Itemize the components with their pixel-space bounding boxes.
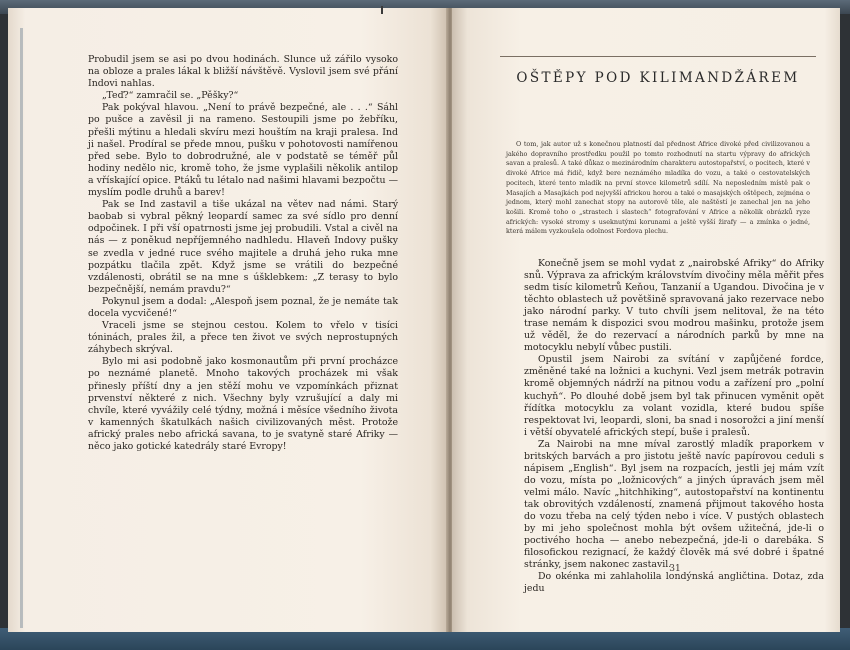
paragraph: Vraceli jsme se stejnou cestou. Kolem to vřelo v tisíci tóninách, prales žil, a přece ten život ve svých neprostupných záhybech skrýval. bbox=[88, 320, 398, 356]
paragraph: Probudil jsem se asi po dvou hodinách. Slunce už zářilo vysoko na obloze a prales lákal k bližší návštěvě. Vyslovil jsem své přání Indovi nahlas. bbox=[88, 54, 398, 90]
bookmark-mark bbox=[381, 6, 383, 14]
right-page-text bbox=[524, 258, 824, 595]
paragraph: Bylo mi asi podobně jako kosmonautům při první procházce po neznámé planetě. Mnoho takových procházek mi však přinesly příští dny a jen stěží mohu ve vzpomínkách přiznat prvenství některé z nich. Všechny byly vzrušující a daly mi chvíle, které vyvážily celé týdny, možná i měsíce všedního života v kamenných škatulkách našich civilizovaných měst. Protože africký prales nebo africká savana, to je svatyně staré Afriky — něco jako gotické katedrály staré Evropy! bbox=[88, 356, 398, 452]
paragraph: Za Nairobi na mne míval zarostlý mladík praporkem v britských barvách a pro jistotu ještě navíc papírovou ceduli s nápisem „English“. Byl jsem na rozpacích, jestli jej mám vzít do vozu, místa po „ložnicových“ a jiných úpravách jsem měl velmi málo. Navíc „hitchhiking“, autostopařství na kontinentu tak obrovitých vzdáleností, znamená přijmout takového hosta do vozu třeba na celý týden nebo i více. V pustých oblastech by mi jeho společnost mohla být ovšem užitečná, jde-li o poctivého hocha — anebo nebezpečná, jde-li o darebáka. S filosofickou rezignací, že každý člověk má své dobré i špatné stránky, jsem nakonec zastavil. bbox=[524, 438, 824, 571]
chapter-title: OŠTĚPY POD KILIMANDŽÁREM bbox=[516, 70, 800, 86]
paragraph: „Teď?“ zamračil se. „Pěšky?“ bbox=[102, 90, 239, 102]
right-page bbox=[452, 8, 840, 632]
left-page bbox=[8, 8, 448, 632]
paragraph: Pokynul jsem a dodal: „Alespoň jsem poznal, že je nemáte tak docela vycvičené!“ bbox=[88, 295, 398, 319]
chapter-rule bbox=[500, 56, 816, 57]
chapter-abstract: O tom, jak autor už s konečnou platností dal přednost Africe divoké před civilizovanou a jakého dopravního prostředku použil po tomto rozhodnutí na startu výpravy do afrických savan a pralesů. A také důkaz o mezinárodním charakteru autostopařství, o pocitech, které v divoké Africe má řidič, když bere neznámého mladíka do vozu, a také o cestovatelských pocitech, které tento mladík na první stovce kilometrů sdílí. Na neposledním místě pak o Masajích a Masajkách pod nejvyšší africkou horou a také o masajských oštěpech, zejména o jednom, který mohl zanechat stopy na autorově těle, ale naštěstí je zanechal jen na jeho košili. Kromě toho o „strastech i slastech“ fotografování v Africe a několik obrázků ryze afrických: vysoké stromy s useknutými korunami a ještě vyšší žirafy — a zmínka o jedné, která málem vyzkoušela odolnost Fordova plechu. bbox=[506, 140, 810, 236]
page-number: 31 bbox=[669, 564, 681, 574]
paragraph: Do okénka mi zahlaholila londýnská angličtina. Dotaz, zda jedu bbox=[524, 571, 824, 595]
left-page-text bbox=[88, 54, 398, 453]
paragraph: Opustil jsem Nairobi za svítání v zapůjčené fordce, změněné také na ložnici a kuchyni. Vezl jsem metrák potravin kromě objemných nádrží na pitnou vodu a zařízení pro „polní kuchyň“. Po dlouhé době jsem byl tak přinucen vyměnit opět řídítka motocyklu za volant vozidla, které budou spíše respektovat lvi, leopardi, sloni, ba snad i nosorožci a jiní menší i větší obyvatelé afrických stepí, buše i pralesů. bbox=[524, 354, 824, 438]
paragraph: Pak se Ind zastavil a tiše ukázal na větev nad námi. Starý baobab si vybral pěkný leopardí samec za své sídlo pro denní odpočinek. I při vší opatrnosti jsme jej probudili. Vstal a civěl na nás — z poněkud nepříjemného nadhledu. Hlaveň Indovy pušky se zvedla v jedné ruce svého majitele a druhá jeho ruka mne pozpátku tlačila zpět. Když jsme se vrátili do bezpečné vzdálenosti, obrátil se na mne s úšklebkem: „Z terasy to bylo bezpečnější, nemám pravdu?“ bbox=[88, 199, 398, 295]
page-edge-shadow bbox=[20, 28, 23, 628]
paragraph: Konečně jsem se mohl vydat z „nairobské Afriky“ do Afriky snů. Výprava za africkým královstvím divočiny měla měřit přes sedm tisíc kilometrů Keňou, Tanzanií a Ugandou. Divočina je v těchto oblastech už povětšině spravovaná jako rezervace nebo jako národní parky. V tuto chvíli jsem nelitoval, že na této trase nemám k dispozici svou modrou mašinku, protože jsem už věděl, že do rezervací a národních parků by mne na motocyklu nebylí vůbec pustili. bbox=[524, 258, 824, 354]
paragraph: Pak pokýval hlavou. „Není to právě bezpečné, ale . . .“ Sáhl po pušce a zavěsil ji na rameno. Sestoupili jsme po žebříku, přešli mýtinu a hledali skvíru mezi houštím na kraji pralesa. Ind ji našel. Prodíral se předе mnou, pušku v pohotovosti namířenou před sebe. Bylo to dobrodružné, ale v podstatě se téměř půl hodiny nedělo nic, kromě toho, že jsme vyplašili několik antilop a vřískající opice. Ptáků tu létalo nad našimi hlavami bezpočtu — myslím podle druhů a barev! bbox=[88, 102, 398, 199]
